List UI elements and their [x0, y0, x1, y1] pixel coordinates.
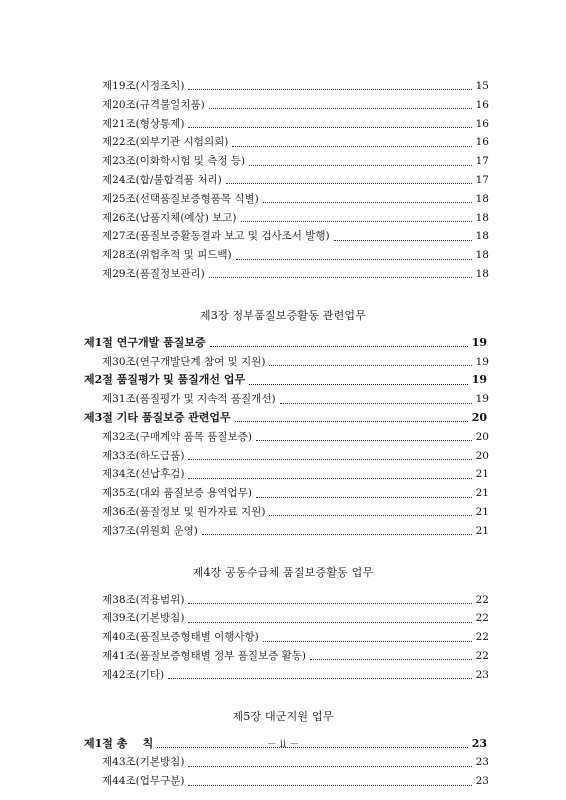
toc-section-page: 20 [471, 410, 487, 424]
dot-leader [249, 383, 468, 385]
toc-entry-page: 20 [475, 449, 489, 462]
toc-entry-art26[interactable] [0, 209, 566, 228]
dot-leader [209, 276, 472, 278]
toc-entry-art23[interactable] [0, 152, 566, 171]
toc-entry-art39[interactable] [0, 609, 566, 628]
toc-entry-page: 21 [475, 524, 489, 537]
dot-leader [280, 402, 472, 404]
dot-leader [209, 107, 472, 109]
toc-entry-art40[interactable] [0, 628, 566, 647]
toc-entry-art30[interactable] [0, 353, 566, 372]
chapter-heading-5: 제5장 대군지원 업무 [232, 709, 334, 723]
toc-entry-label: 제40조(품질보증형태별 이행사항) [102, 631, 259, 644]
dot-leader [241, 220, 472, 222]
dot-leader [210, 345, 468, 347]
toc-entry-page: 21 [475, 505, 489, 518]
toc-entry-art42[interactable] [0, 666, 566, 685]
dot-leader [188, 784, 471, 786]
toc-entry-art38[interactable] [0, 591, 566, 610]
toc-entry-label: 제28조(위험추적 및 피드백) [102, 249, 232, 262]
toc-entry-art37[interactable] [0, 522, 566, 541]
toc-section-page: 19 [471, 373, 487, 387]
toc-entry-art28[interactable] [0, 246, 566, 265]
dot-leader [269, 364, 471, 366]
toc-entry-art29[interactable] [0, 265, 566, 284]
toc-entry-art31[interactable] [0, 390, 566, 409]
dot-leader [235, 420, 468, 422]
toc-entry-label: 제19조(시정조치) [102, 80, 185, 92]
toc-entry-page: 19 [475, 355, 489, 368]
toc-section-label: 제2절 품질평가 및 품질개선 업무 [84, 373, 246, 387]
toc-entry-label: 제31조(품질평가 및 지속적 품질개선) [102, 393, 276, 406]
dot-leader [188, 126, 471, 128]
toc-entry-page: 16 [475, 117, 489, 130]
toc-entry-label: 제44조(업무구분) [102, 775, 185, 788]
dot-leader [256, 496, 472, 498]
toc-entry-label: 제42조(기타) [102, 668, 165, 681]
toc-entry-label: 제22조(외부기관 시험의뢰) [102, 136, 229, 149]
dot-leader [236, 258, 472, 260]
toc-section-page: 23 [471, 736, 487, 750]
toc-entry-art22[interactable] [0, 133, 566, 152]
toc-entry-page: 17 [475, 155, 489, 168]
toc-entry-label: 제32조(구매계약 품목 품질보증) [102, 430, 252, 443]
toc-entry-label: 제38조(적용범위) [102, 593, 185, 606]
toc-entry-label: 제33조(하도급품) [102, 449, 185, 462]
chapter-heading-3: 제3장 정부품질보증활동 관련업무 [199, 308, 367, 322]
toc-entry-art35[interactable] [0, 484, 566, 503]
toc-entry-art25[interactable] [0, 190, 566, 209]
toc-entry-art21[interactable] [0, 115, 566, 134]
toc-entry-art34[interactable] [0, 465, 566, 484]
toc-entry-page: 19 [475, 393, 489, 406]
toc-entry-art19[interactable] [0, 77, 566, 96]
toc-section-3-1[interactable] [0, 334, 566, 353]
toc-section-label: 제1절 총 칙 [84, 736, 154, 750]
toc-section-3-2[interactable] [0, 371, 566, 390]
dot-leader [263, 640, 472, 642]
toc-entry-label: 제34조(선납후검) [102, 468, 185, 481]
toc-entry-page: 21 [475, 468, 489, 481]
toc-section-label: 제3절 기타 품질보증 관련업무 [84, 410, 231, 424]
toc-entry-page: 16 [475, 98, 489, 111]
toc-entry-label: 제41조(품질보증형태별 정부 품질보증 활동) [102, 649, 306, 662]
toc-entry-label: 제30조(연구개발단계 참여 및 지원) [102, 355, 266, 368]
toc-entry-label: 제27조(품질보증활동결과 보고 및 검사조서 발행) [102, 230, 330, 243]
dot-leader [232, 145, 471, 147]
toc-entry-art32[interactable] [0, 428, 566, 447]
toc-entry-label: 제23조(이화학시험 및 측정 등) [102, 155, 246, 168]
toc-entry-label: 제20조(규격불일치품) [102, 98, 205, 111]
toc-entry-page: 17 [475, 173, 489, 186]
dot-leader [249, 164, 471, 166]
toc-entry-label: 제25조(선택품질보증형품목 식별) [102, 192, 259, 205]
toc-entry-label: 제26조(납품지체(예상) 보고) [102, 211, 237, 224]
toc-entry-label: 제37조(위원회 운영) [102, 524, 198, 537]
toc-entry-label: 제21조(형상통제) [102, 117, 185, 130]
dot-leader [188, 458, 471, 460]
toc-entry-page: 18 [475, 192, 489, 205]
toc-entry-art44[interactable] [0, 772, 566, 791]
dot-leader [188, 765, 471, 767]
toc-section-page: 19 [471, 335, 487, 349]
dot-leader [269, 514, 471, 516]
toc-entry-art27[interactable] [0, 227, 566, 246]
toc-entry-page: 21 [475, 487, 489, 500]
toc-entry-page: 23 [475, 756, 489, 769]
dot-leader [226, 182, 472, 184]
toc-section-label: 제1절 연구개발 품질보증 [84, 335, 206, 349]
toc-entry-page: 23 [475, 668, 489, 681]
toc-entry-art20[interactable] [0, 96, 566, 115]
dot-leader [168, 677, 471, 679]
toc-entry-page: 18 [475, 267, 489, 280]
dot-leader [188, 477, 471, 479]
dot-leader [256, 439, 472, 441]
toc-entry-page: 18 [475, 230, 489, 243]
toc-entry-art36[interactable] [0, 503, 566, 522]
dot-leader [310, 658, 472, 660]
toc-entry-label: 제29조(품질정보관리) [102, 267, 205, 280]
table-of-contents [0, 77, 566, 791]
toc-entry-page: 22 [475, 649, 489, 662]
toc-entry-art33[interactable] [0, 447, 566, 466]
toc-entry-label: 제43조(기본방침) [102, 756, 185, 769]
toc-entry-page: 16 [475, 136, 489, 149]
toc-entry-page: 22 [475, 612, 489, 625]
dot-leader [202, 533, 472, 535]
toc-entry-label: 제36조(품질정보 및 원가자료 지원) [102, 505, 266, 518]
toc-entry-label: 제39조(기본방침) [102, 612, 185, 625]
dot-leader [188, 602, 471, 604]
toc-entry-art24[interactable] [0, 171, 566, 190]
chapter-heading-4: 제4장 공동수급체 품질보증활동 업무 [192, 565, 374, 579]
page-number-footer: － ii － [266, 739, 300, 750]
toc-entry-page: 22 [475, 631, 489, 644]
dot-leader [188, 621, 471, 623]
dot-leader [263, 201, 472, 203]
dot-leader [334, 239, 472, 241]
toc-entry-page: 20 [475, 430, 489, 443]
toc-entry-art43[interactable] [0, 753, 566, 772]
toc-entry-page: 18 [475, 249, 489, 262]
toc-entry-label: 제35조(대외 품질보증 용역업무) [102, 487, 252, 500]
toc-entry-label: 제24조(합/불합격품 처리) [102, 173, 222, 186]
dot-leader [188, 88, 471, 90]
toc-section-3-3[interactable] [0, 409, 566, 428]
toc-entry-page: 18 [475, 211, 489, 224]
toc-entry-page: 15 [475, 80, 489, 92]
toc-entry-page: 23 [475, 775, 489, 788]
toc-entry-page: 22 [475, 593, 489, 606]
toc-entry-art41[interactable] [0, 647, 566, 666]
